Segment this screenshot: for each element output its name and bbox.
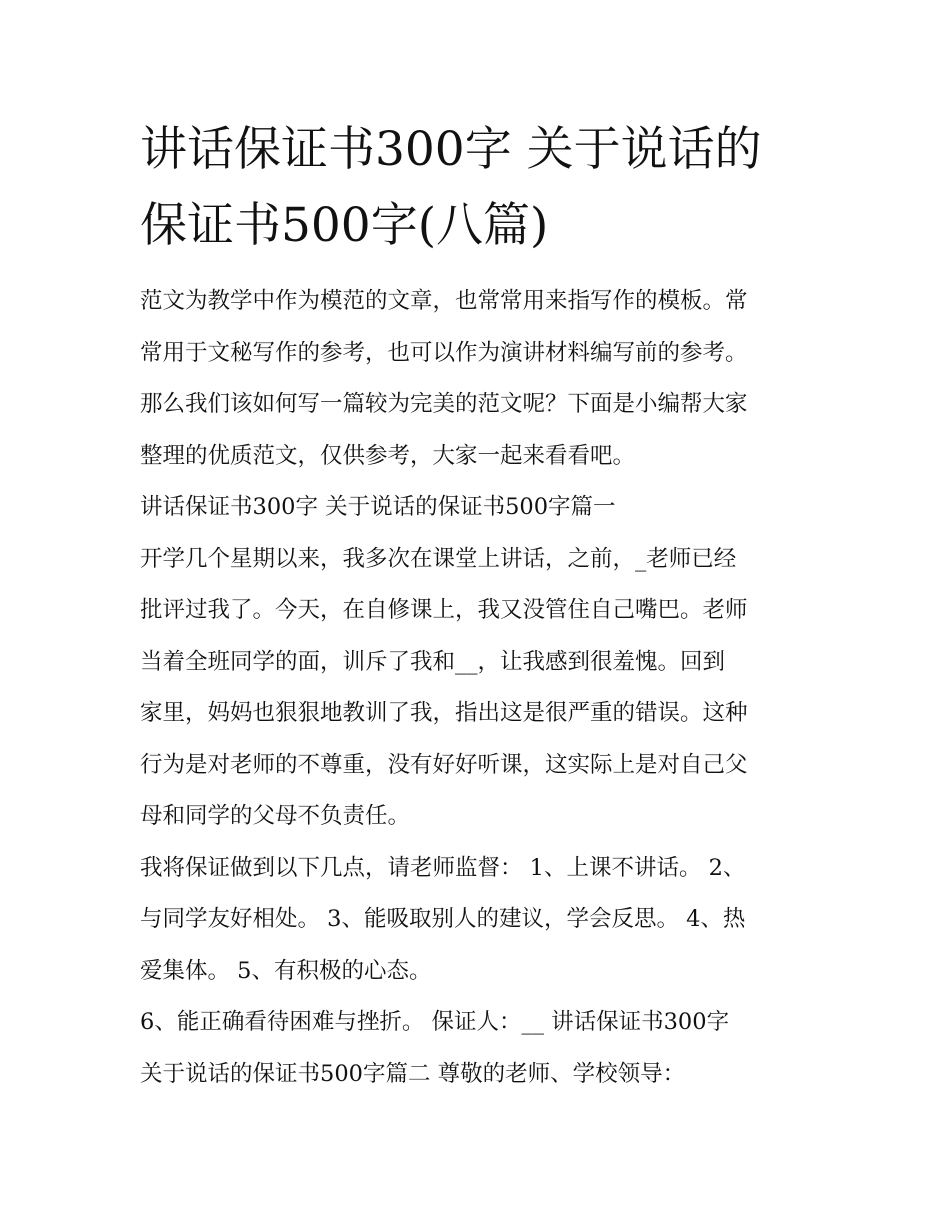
body-paragraph-1	[140, 534, 830, 843]
text-line: 爱集体。 5、有积极的心态。	[140, 957, 432, 984]
text-line: 常用于文秘写作的参考，也可以作为演讲材料编写前的参考。	[140, 339, 748, 366]
closing-paragraph	[140, 997, 830, 1100]
text-line: 母和同学的父母不负责任。	[140, 803, 411, 829]
text-line: 我将保证做到以下几点，请老师监督： 1、上课不讲话。 2、	[140, 854, 746, 881]
title-line-1: 讲话保证书300字 关于说话的	[140, 122, 762, 177]
text-line: 家里，妈妈也狠狠地教训了我，指出这是很严重的错误。这种	[140, 700, 748, 726]
title-line-2: 保证书500字(八篇)	[140, 198, 549, 253]
pledge-list-paragraph	[140, 843, 830, 998]
text-line: 整理的优质范文，仅供参考，大家一起来看看吧。	[140, 442, 636, 469]
text-line: 范文为教学中作为模范的文章，也常常用来指写作的模板。常	[140, 288, 748, 314]
text-line: 那么我们该如何写一篇较为完美的范文呢？下面是小编帮大家	[140, 391, 748, 417]
text-line: 行为是对老师的不尊重，没有好好听课，这实际上是对自己父	[140, 751, 748, 778]
text-line: 讲话保证书300字 关于说话的保证书500字篇一	[140, 494, 616, 520]
document-title	[140, 112, 830, 264]
document-body	[140, 276, 830, 1100]
text-line: 与同学友好相处。 3、能吸取别人的建议，学会反思。 4、热	[140, 906, 746, 932]
text-line: 关于说话的保证书500字篇二 尊敬的老师、学校领导：	[140, 1060, 686, 1087]
intro-paragraph	[140, 276, 830, 482]
text-line: 当着全班同学的面，训斥了我和__，让我感到很羞愧。回到	[140, 648, 726, 675]
text-line: 开学几个星期以来，我多次在课堂上讲话，之前，_老师已经	[140, 545, 737, 572]
text-line: 批评过我了。今天，在自修课上，我又没管住自己嘴巴。老师	[140, 597, 748, 623]
text-line: 6、能正确看待困难与挫折。 保证人：__ 讲话保证书300字	[140, 1009, 730, 1035]
section-heading-1	[140, 482, 830, 534]
